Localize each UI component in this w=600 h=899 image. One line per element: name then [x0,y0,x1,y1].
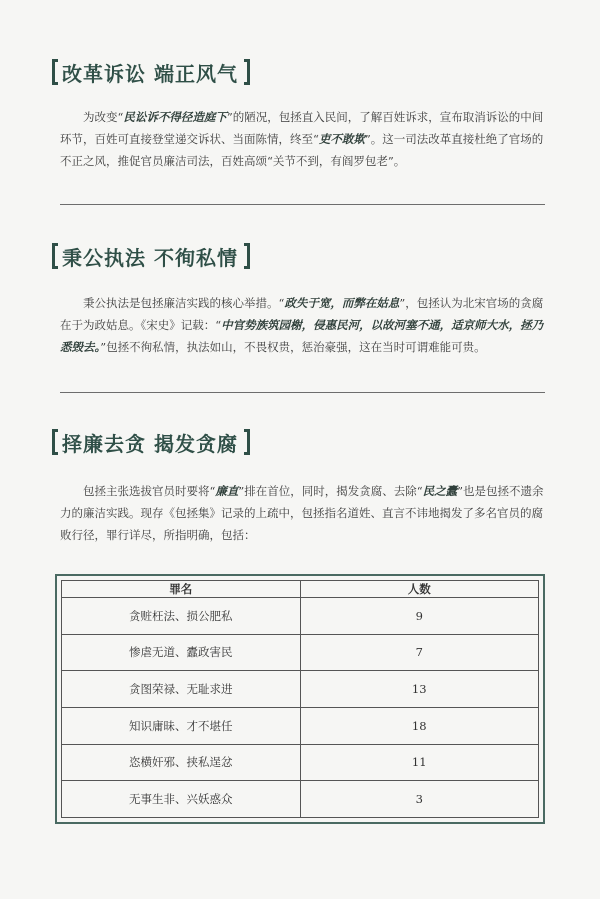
paragraph-text: 包拯主张选拔官员时要将“ [83,484,216,498]
section-1-heading [52,57,250,87]
quoted-phrase: 民之蠹 [422,484,458,498]
section-2-heading [52,241,250,271]
crime-count: 13 [300,671,539,708]
bracket-left-icon [52,243,58,269]
table-row [62,671,539,708]
table-row [62,707,539,744]
section-3-heading [52,427,250,457]
table-row [62,634,539,671]
crime-count: 3 [300,781,539,818]
crime-table [61,580,539,818]
crime-name: 贪图荣禄、无耻求进 [62,671,301,708]
crime-name: 惨虐无道、蠹政害民 [62,634,301,671]
section-2-paragraph [60,292,550,358]
header-crime: 罪名 [62,581,301,598]
bracket-left-icon [52,59,58,85]
table-row [62,781,539,818]
quoted-phrase: 吏不敢欺 [318,132,365,146]
crime-table-frame [55,574,545,824]
section-2-title: 秉公执法 不徇私情 [62,245,238,270]
quoted-phrase: 民讼诉不得径造庭下 [123,110,227,124]
paragraph-text: 秉公执法是包拯廉洁实践的核心举措。“ [83,296,285,310]
table-row [62,598,539,635]
crime-name: 知识庸昧、才不堪任 [62,707,301,744]
paragraph-text: ”排在首位，同时，揭发贪腐、去除“ [238,484,423,498]
crime-count: 11 [300,744,539,781]
bracket-left-icon [52,429,58,455]
crime-name: 贪赃枉法、损公肥私 [62,598,301,635]
table-header-row [62,581,539,598]
crime-name: 无事生非、兴妖惑众 [62,781,301,818]
crime-name: 恣横奸邪、挟私逞忿 [62,744,301,781]
section-divider-2 [60,392,545,393]
section-1-title: 改革诉讼 端正风气 [62,61,238,86]
quoted-phrase: 政失于宽，而弊在姑息 [284,296,400,310]
table-row [62,744,539,781]
bracket-right-icon [244,243,250,269]
section-3-title: 择廉去贪 揭发贪腐 [62,431,238,456]
header-count: 人数 [300,581,539,598]
paragraph-text: ”包拯不徇私情，执法如山，不畏权贵，惩治豪强，这在当时可谓难能可贵。 [100,340,486,354]
crime-count: 18 [300,707,539,744]
quoted-phrase: 中官势族筑园榭，侵惠民河，以故河塞不通，适京师大水，拯乃悉毁去。 [60,318,544,354]
paragraph-text: ”，包拯认为北宋官场的贪腐在于为政姑息。《宋史》记载：“ [60,296,544,332]
paragraph-text: 为改变“ [83,110,124,124]
crime-count: 7 [300,634,539,671]
quoted-phrase: 廉直 [215,484,239,498]
crime-count: 9 [300,598,539,635]
bracket-right-icon [244,429,250,455]
paragraph-text: ”。这一司法改革直接杜绝了官场的不正之风，推促官员廉洁司法，百姓高颂“关节不到，有阎罗包老”。 [60,132,544,168]
section-1-paragraph [60,106,550,172]
bracket-right-icon [244,59,250,85]
section-3-paragraph [60,480,550,546]
paragraph-text: ”也是包拯不遗余力的廉洁实践。现存《包拯集》记录的上疏中，包拯指名道姓、直言不讳地揭发了多名官员的腐败行径，罪行详尽，所指明确，包括： [60,484,544,542]
section-divider-1 [60,204,545,205]
paragraph-text: ”的陋况，包拯直入民间，了解百姓诉求，宣布取消诉讼的中间环节，百姓可直接登堂递交诉状、当面陈情，终至“ [60,110,544,146]
